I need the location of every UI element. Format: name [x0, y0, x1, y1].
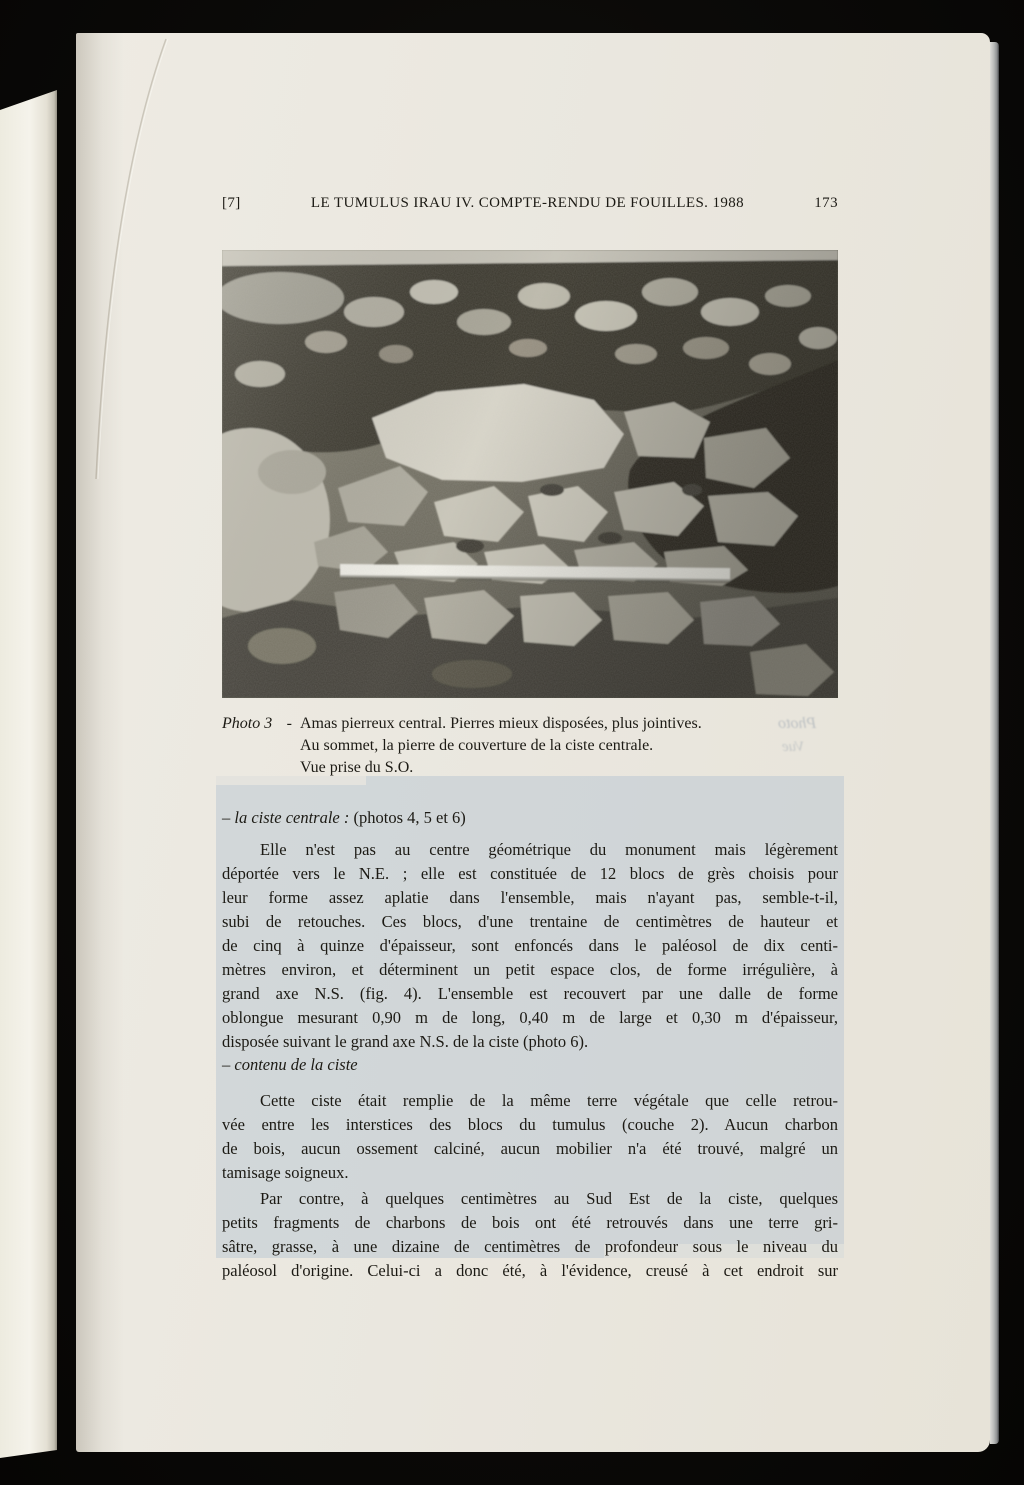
text-line: Par contre, à quelques centimètres au Sud Est de la ciste, quelques — [260, 1189, 838, 1208]
text-line: déportée vers le N.E. ; elle est constituée de 12 blocs de grès choisis pour — [222, 864, 838, 883]
page-content — [222, 33, 838, 1452]
caption-photo-number: Photo 3 — [222, 715, 273, 732]
text-line: Elle n'est pas au centre géométrique du monument mais légèrement — [260, 840, 838, 859]
heading-italic: la ciste centrale : — [234, 808, 350, 827]
caption-line: Vue prise du S.O. — [300, 759, 414, 776]
excavation-photo — [222, 250, 838, 698]
page-title: LE TUMULUS IRAU IV. COMPTE-RENDU DE FOUILLES. 1988 — [310, 195, 745, 211]
text-line: de bois, aucun ossement calciné, aucun mobilier n'a été trouvé, malgré un — [222, 1139, 838, 1158]
facing-page-edge — [0, 90, 57, 1458]
page-number: 173 — [814, 195, 838, 211]
text-line: tamisage soigneux. — [222, 1163, 349, 1182]
photo-caption-label — [222, 713, 300, 779]
heading-dash: – — [222, 1055, 231, 1074]
page-edge-stack — [990, 42, 999, 1444]
caption-dash: - — [286, 715, 292, 732]
text-line: de cinq à quinze d'épaisseur, sont enfoncés dans le paléosol de dix centi- — [222, 936, 838, 955]
paragraph — [222, 1089, 838, 1185]
heading-italic: contenu de la ciste — [234, 1055, 358, 1074]
text-line: oblongue mesurant 0,90 m de long, 0,40 m de large et 0,30 m d'épaisseur, — [222, 1008, 838, 1027]
binding-shadow — [76, 33, 124, 1452]
text-line: sâtre, grasse, à une dizaine de centimètres de profondeur sous le niveau du — [222, 1237, 838, 1256]
paragraph — [222, 838, 838, 1054]
text-line: petits fragments de charbons de bois ont été retrouvés dans une terre gri- — [222, 1213, 838, 1232]
heading-roman: (photos 4, 5 et 6) — [353, 808, 466, 827]
photo-caption — [222, 713, 838, 779]
running-header — [222, 195, 838, 212]
text-line: paléosol d'origine. Celui-ci a donc été, à l'évidence, creusé à cet endroit sur — [222, 1261, 838, 1280]
text-line: vée entre les interstices des blocs du tumulus (couche 2). Aucun charbon — [222, 1115, 838, 1134]
text-line: disposée suivant le grand axe N.S. de la ciste (photo 6). — [222, 1032, 589, 1051]
text-line: Cette ciste était remplie de la même terre végétale que celle retrou- — [260, 1091, 838, 1110]
ink-showthrough: Photo — [778, 715, 817, 732]
caption-line: Au sommet, la pierre de couverture de la ciste centrale. — [300, 737, 654, 754]
text-line: leur forme assez aplatie dans l'ensemble, mais n'ayant pas, semble-t-il, — [222, 888, 838, 907]
text-line: grand axe N.S. (fig. 4). L'ensemble est recouvert par une dalle de forme — [222, 984, 838, 1003]
section-marker: [7] — [222, 195, 241, 211]
section-heading-ciste-centrale — [222, 808, 838, 828]
document-page — [76, 33, 990, 1452]
ink-showthrough: Vue — [782, 739, 805, 755]
text-line: mètres environ, et déterminent un petit espace clos, de forme irrégulière, à — [222, 960, 838, 979]
heading-dash: – — [222, 808, 231, 827]
caption-line: Amas pierreux central. Pierres mieux disposées, plus jointives. — [300, 715, 702, 732]
text-line: subi de retouches. Ces blocs, d'une trentaine de centimètres de hauteur et — [222, 912, 838, 931]
paragraph — [222, 1187, 838, 1283]
section-heading-contenu-ciste — [222, 1055, 838, 1075]
